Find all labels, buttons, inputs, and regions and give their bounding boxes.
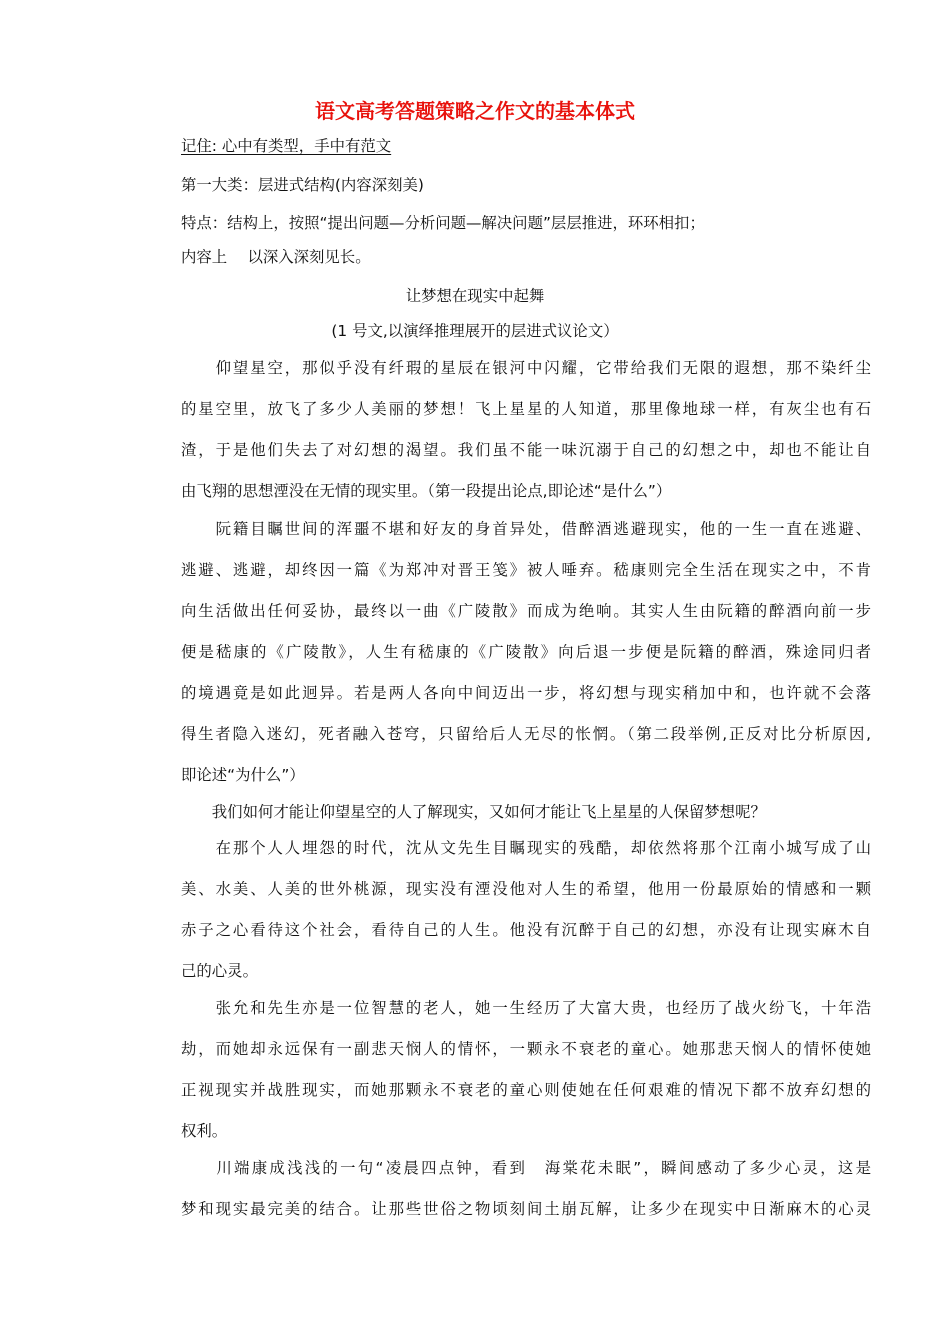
body-line: 权利。 [181,1122,228,1140]
body-line: 张允和先生亦是一位智慧的老人，她一生经历了大富大贵，也经历了战火纷飞，十年浩 [181,999,871,1017]
body-line: 即论述“为什么”） [181,766,305,784]
body-line: 得生者隐入迷幻，死者融入苍穹，只留给后人无尽的怅惘。（第二段举例,正反对比分析原因, [181,725,871,743]
document-title: 语文高考答题策略之作文的基本体式 [315,99,635,123]
body-line: 由飞翔的思想湮没在无情的现实里。（第一段提出论点,即论述“是什么”） [181,482,672,500]
remember-line: 记住: 心中有类型，手中有范文 [181,137,392,155]
body-line: 梦和现实最完美的结合。让那些世俗之物顷刻间土崩瓦解，让多少在现实中日渐麻木的心灵 [181,1200,871,1218]
content-line: 内容上 以深入深刻见长。 [181,248,371,266]
body-line: 仰望星空，那似乎没有纤瑕的星辰在银河中闪耀，它带给我们无限的遐想，那不染纤尘 [181,359,871,377]
body-line: 向生活做出任何妥协，最终以一曲《广陵散》而成为绝响。其实人生由阮籍的醉酒向前一步 [181,602,871,620]
essay-subtitle: (1 号文,以演绎推理展开的层进式议论文） [331,322,619,340]
body-line: 正视现实并战胜现实，而她那颗永不衰老的童心则使她在任何艰难的情况下都不放弃幻想的 [181,1081,871,1099]
body-line: 的星空里，放飞了多少人美丽的梦想！飞上星星的人知道，那里像地球一样，有灰尘也有石 [181,400,871,418]
body-line: 川端康成浅浅的一句“凌晨四点钟，看到 海棠花未眠”，瞬间感动了多少心灵，这是 [181,1159,871,1177]
body-line: 在那个人人埋怨的时代，沈从文先生目瞩现实的残酷，却依然将那个江南小城写成了山 [181,839,871,857]
feature-line: 特点：结构上，按照“提出问题—分析问题—解决问题”层层推进，环环相扣； [181,214,705,232]
category-line: 第一大类：层进式结构(内容深刻美) [181,176,424,194]
body-line: 美、水美、人美的世外桃源，现实没有湮没他对人生的希望，他用一份最原始的情感和一颗 [181,880,871,898]
body-line: 渣，于是他们失去了对幻想的渴望。我们虽不能一味沉溺于自己的幻想之中，却也不能让自 [181,441,871,459]
body-line: 己的心灵。 [181,962,258,980]
body-line: 赤子之心看待这个社会，看待自己的人生。他没有沉醉于自己的幻想，亦没有让现实麻木自 [181,921,871,939]
body-line: 我们如何才能让仰望星空的人了解现实，又如何才能让飞上星星的人保留梦想呢？ [181,803,766,821]
body-line: 劫，而她却永远保有一副悲天悯人的情怀，一颗永不衰老的童心。她那悲天悯人的情怀使她 [181,1040,871,1058]
body-line: 阮籍目瞩世间的浑噩不堪和好友的身首异处，借醉酒逃避现实，他的一生一直在逃避、 [181,520,871,538]
body-line: 逃避、逃避，却终因一篇《为郑冲对晋王笺》被人唾弃。嵇康则完全生活在现实之中，不肯 [181,561,871,579]
body-line: 便是嵇康的《广陵散》，人生有嵇康的《广陵散》向后退一步便是阮籍的醉酒，殊途同归者 [181,643,871,661]
body-line: 的境遇竟是如此迥异。若是两人各向中间迈出一步，将幻想与现实稍加中和，也许就不会落 [181,684,871,702]
essay-title: 让梦想在现实中起舞 [405,287,545,305]
